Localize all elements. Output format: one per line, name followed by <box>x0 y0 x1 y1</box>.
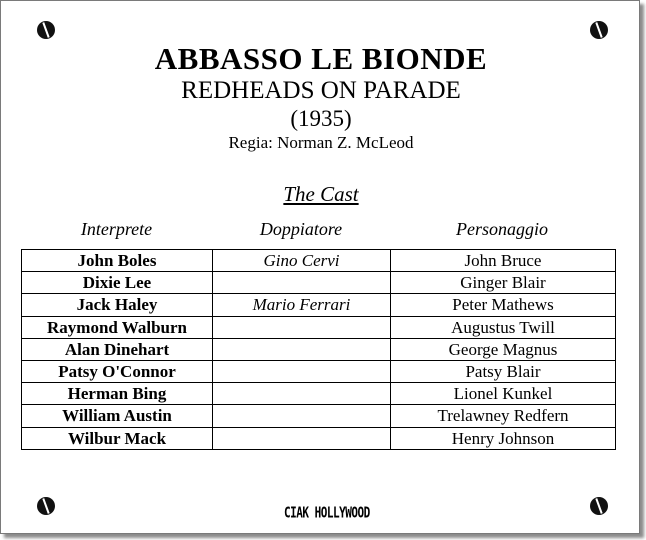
actor-cell: Raymond Walburn <box>22 316 213 338</box>
dubber-cell <box>213 338 391 360</box>
table-row <box>22 250 616 272</box>
table-row <box>22 383 616 405</box>
dubber-cell: Mario Ferrari <box>213 294 391 316</box>
role-cell: George Magnus <box>391 338 616 360</box>
table-row <box>22 294 616 316</box>
dubber-cell <box>213 316 391 338</box>
actor-cell: Dixie Lee <box>22 272 213 294</box>
role-cell: Patsy Blair <box>391 360 616 382</box>
dubber-cell <box>213 360 391 382</box>
role-cell: Trelawney Redfern <box>391 405 616 427</box>
table-row <box>22 427 616 449</box>
cast-heading: The Cast <box>283 182 359 206</box>
role-cell: John Bruce <box>391 250 616 272</box>
screw-icon <box>590 497 608 515</box>
title-italian: ABBASSO LE BIONDE <box>154 41 488 76</box>
dubber-cell <box>213 383 391 405</box>
column-header-dubber: Doppiatore <box>259 219 343 239</box>
actor-cell: Wilbur Mack <box>22 427 213 449</box>
actor-cell: Patsy O'Connor <box>22 360 213 382</box>
screw-icon <box>37 21 55 39</box>
director: Regia: Norman Z. McLeod <box>228 133 414 152</box>
role-cell: Augustus Twill <box>391 316 616 338</box>
role-cell: Ginger Blair <box>391 272 616 294</box>
screw-icon <box>37 497 55 515</box>
dubber-cell <box>213 272 391 294</box>
role-cell: Henry Johnson <box>391 427 616 449</box>
dubber-cell: Gino Cervi <box>213 250 391 272</box>
role-cell: Lionel Kunkel <box>391 383 616 405</box>
column-header-actor: Interprete <box>80 219 153 239</box>
table-row <box>22 272 616 294</box>
table-row <box>22 316 616 338</box>
release-year: (1935) <box>290 106 352 131</box>
table-row <box>22 338 616 360</box>
table-row <box>22 360 616 382</box>
ciak-hollywood-logo: CIAK HOLLYWOOD <box>284 503 370 522</box>
actor-cell: John Boles <box>22 250 213 272</box>
screw-icon <box>590 21 608 39</box>
actor-cell: Alan Dinehart <box>22 338 213 360</box>
dubber-cell <box>213 405 391 427</box>
table-row <box>22 405 616 427</box>
column-header-role: Personaggio <box>456 219 548 239</box>
title-english: REDHEADS ON PARADE <box>181 77 461 104</box>
actor-cell: Jack Haley <box>22 294 213 316</box>
actor-cell: Herman Bing <box>22 383 213 405</box>
cast-table <box>21 249 616 450</box>
actor-cell: William Austin <box>22 405 213 427</box>
dubber-cell <box>213 427 391 449</box>
role-cell: Peter Mathews <box>391 294 616 316</box>
